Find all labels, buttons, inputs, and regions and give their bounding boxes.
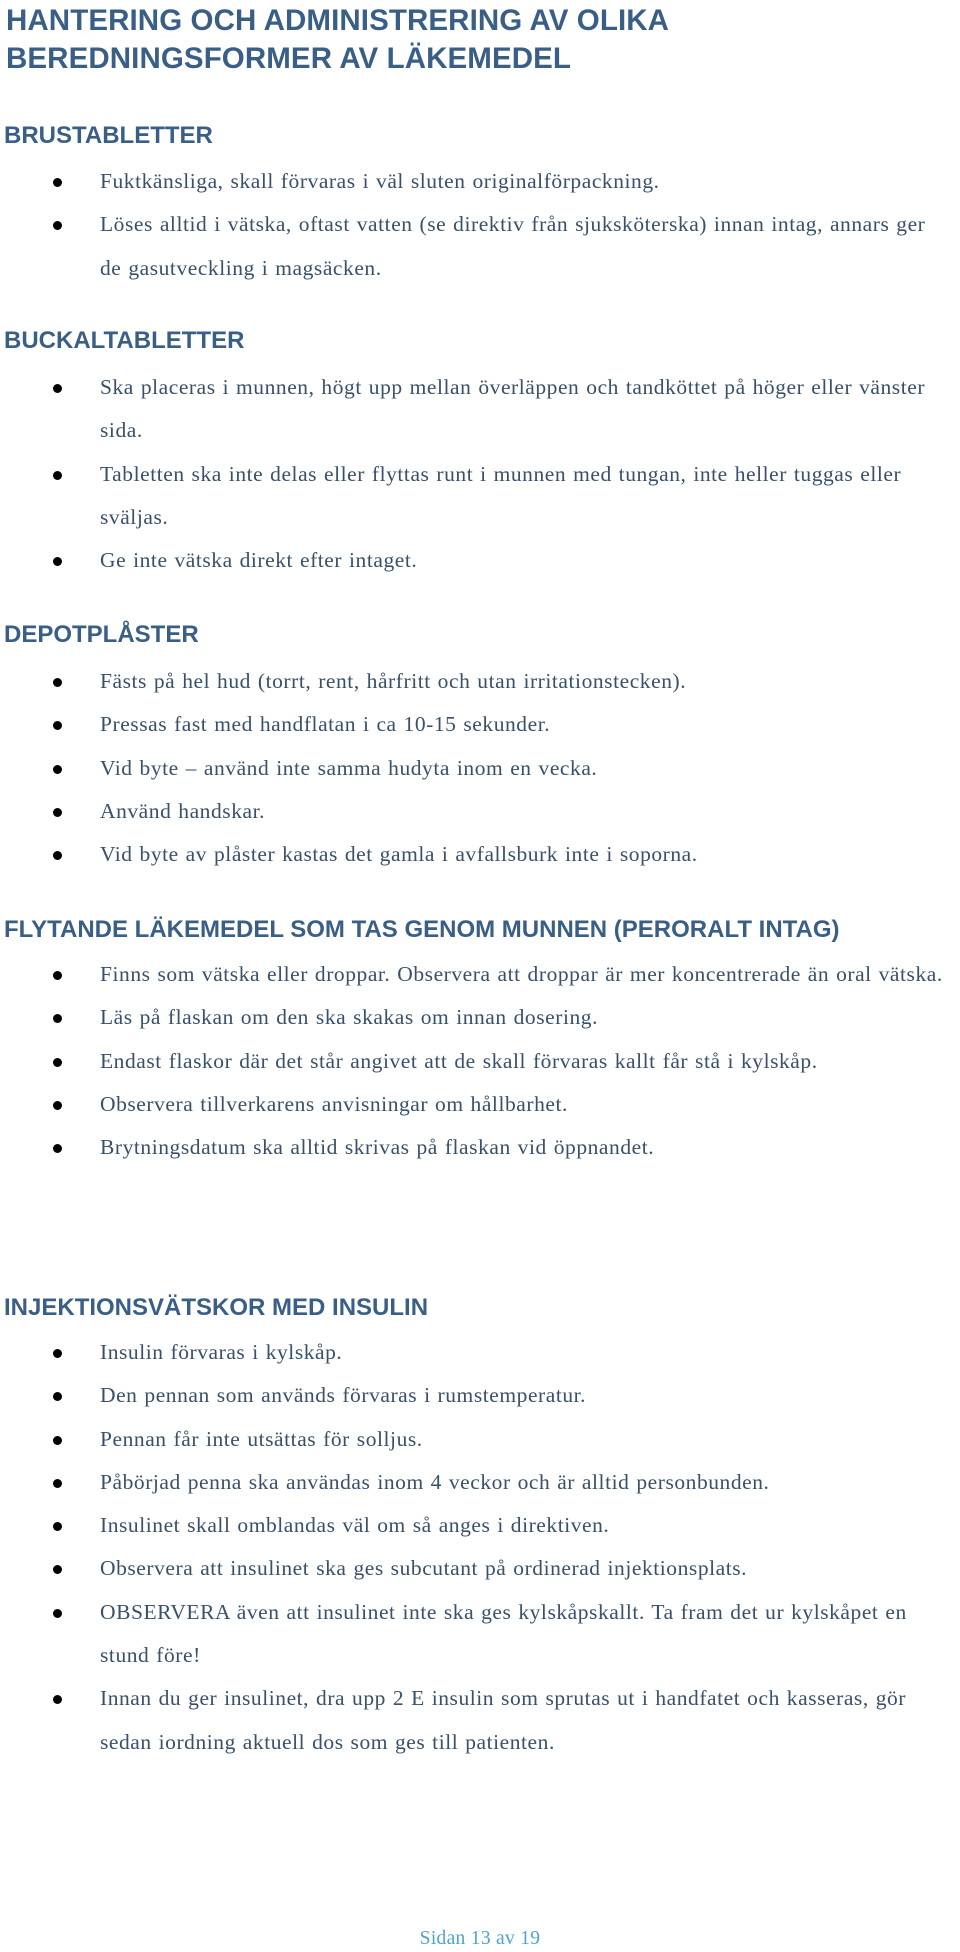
list-item-text: Använd handskar. [100, 798, 266, 823]
section-list-brustabletter [0, 160, 960, 290]
bullet-icon [53, 1014, 62, 1023]
bullet-icon [53, 1479, 62, 1488]
document-title [6, 2, 669, 78]
section-heading-injektionsvatskor: INJEKTIONSVÄTSKOR MED INSULIN [4, 1294, 429, 1321]
document-title-line: BEREDNINGSFORMER AV LÄKEMEDEL [6, 42, 572, 75]
section-heading-brustabletter: BRUSTABLETTER [4, 122, 213, 149]
list-item-text: Pressas fast med handflatan i ca 10-15 sekunder. [100, 712, 551, 737]
section-list-buckaltabletter [0, 366, 960, 582]
list-item [0, 160, 960, 203]
list-item-text: Insulinet skall omblandas väl om så anges i direktiven. [100, 1513, 610, 1538]
list-item-text: Insulin förvaras i kylskåp. [100, 1340, 343, 1364]
list-item [0, 1040, 960, 1083]
list-item-text: Observera att insulinet ska ges subcutant på ordinerad injektionsplats. [100, 1556, 748, 1581]
bullet-icon [53, 1058, 62, 1067]
list-item [0, 1677, 960, 1764]
list-item [0, 953, 960, 996]
bullet-icon [53, 557, 62, 566]
list-item [0, 1331, 960, 1374]
section-heading-buckaltabletter: BUCKALTABLETTER [4, 327, 245, 354]
list-item-text: Ska placeras i munnen, högt upp mellan överläppen och tandköttet på höger eller vänster sida. [100, 375, 926, 443]
list-item [0, 453, 960, 540]
list-item-text: Den pennan som används förvaras i rumstemperatur. [100, 1383, 587, 1408]
bullet-icon [53, 1436, 62, 1445]
list-item-text: Brytningsdatum ska alltid skrivas på flaskan vid öppnandet. [100, 1135, 655, 1160]
list-item-text: Läs på flaskan om den ska skakas om innan dosering. [100, 1005, 598, 1030]
list-item [0, 1547, 960, 1590]
list-item [0, 539, 960, 582]
list-item [0, 790, 960, 833]
bullet-icon [53, 178, 62, 187]
document-title-line: HANTERING OCH ADMINISTRERING AV OLIKA [6, 4, 670, 37]
bullet-icon [53, 221, 62, 230]
list-item-text: Löses alltid i vätska, oftast vatten (se direktiv från sjuksköterska) innan intag, annars ger de gasutveckling i magsäcken. [100, 212, 926, 280]
list-item [0, 1418, 960, 1461]
list-item-text: OBSERVERA även att insulinet inte ska ges kylskåpskallt. Ta fram det ur kylskåpet en stund före! [100, 1599, 907, 1668]
list-item-text: Tabletten ska inte delas eller flyttas runt i munnen med tungan, inte heller tuggas eller sväljas. [100, 461, 902, 529]
list-item-text: Fästs på hel hud (torrt, rent, hårfritt och utan irritationstecken). [100, 669, 687, 693]
section-heading-flytande-lakemedel: FLYTANDE LÄKEMEDEL SOM TAS GENOM MUNNEN (PERORALT INTAG) [4, 916, 840, 943]
list-item [0, 1083, 960, 1126]
list-item [0, 1126, 960, 1169]
list-item-text: Observera tillverkarens anvisningar om hållbarhet. [100, 1091, 568, 1116]
list-item [0, 1374, 960, 1417]
list-item [0, 703, 960, 746]
list-item [0, 996, 960, 1039]
list-item [0, 1461, 960, 1504]
bullet-icon [53, 471, 62, 480]
bullet-icon [53, 1695, 62, 1704]
bullet-icon [53, 678, 62, 687]
bullet-icon [53, 1609, 62, 1618]
list-item [0, 1504, 960, 1547]
section-list-depotplaster [0, 660, 960, 876]
list-item [0, 833, 960, 876]
bullet-icon [53, 1392, 62, 1401]
bullet-icon [53, 1522, 62, 1531]
section-heading-depotplaster: DEPOTPLÅSTER [4, 621, 199, 648]
list-item [0, 203, 960, 290]
bullet-icon [53, 721, 62, 730]
bullet-icon [53, 1101, 62, 1110]
list-item [0, 366, 960, 453]
bullet-icon [53, 1565, 62, 1574]
bullet-icon [53, 1349, 62, 1358]
list-item-text: Påbörjad penna ska användas inom 4 veckor och är alltid personbunden. [100, 1469, 770, 1494]
list-item-text: Pennan får inte utsättas för solljus. [100, 1426, 423, 1451]
page-number-footer: Sidan 13 av 19 [419, 1928, 541, 1949]
bullet-icon [53, 765, 62, 774]
section-list-flytande-lakemedel [0, 953, 960, 1169]
list-item-text: Ge inte vätska direkt efter intaget. [100, 548, 418, 573]
list-item-text: Vid byte av plåster kastas det gamla i avfallsburk inte i soporna. [100, 842, 698, 867]
bullet-icon [53, 971, 62, 980]
bullet-icon [53, 384, 62, 393]
list-item-text: Vid byte – använd inte samma hudyta inom en vecka. [100, 755, 598, 780]
list-item-text: Fuktkänsliga, skall förvaras i väl sluten originalförpackning. [100, 169, 660, 193]
bullet-icon [53, 808, 62, 817]
list-item-text: Endast flaskor där det står angivet att de skall förvaras kallt får stå i kylskåp. [100, 1048, 818, 1073]
bullet-icon [53, 1144, 62, 1153]
bullet-icon [53, 851, 62, 860]
list-item [0, 747, 960, 790]
list-item-text: Finns som vätska eller droppar. Observera att droppar är mer koncentrerade än oral vätska. [100, 962, 943, 986]
list-item [0, 1591, 960, 1678]
list-item-text: Innan du ger insulinet, dra upp 2 E insulin som sprutas ut i handfatet och kasseras, gör sedan iordning aktuell dos som ges till patienten. [100, 1686, 907, 1754]
section-list-injektionsvatskor [0, 1331, 960, 1764]
list-item [0, 660, 960, 703]
